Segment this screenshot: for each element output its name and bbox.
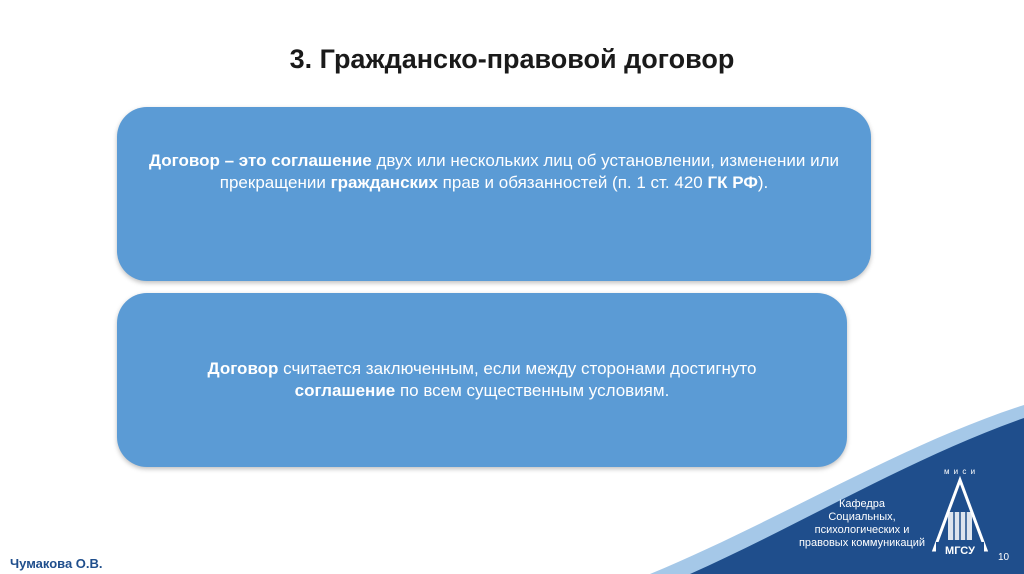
department-line-3: психологических и (814, 524, 910, 536)
logo-top-text: м и с и (943, 467, 977, 476)
mgsu-logo (930, 462, 990, 558)
department-line-4: правовых коммуникаций (798, 537, 926, 549)
page-number: 10 (998, 552, 1010, 563)
definition-bold-1: Договор – это соглашение (148, 151, 372, 170)
conclusion-text-1: считается заключенным, если между сторонами достигнуто (278, 359, 757, 378)
definition-text-1: двух или нескольких лиц об установлении, изменении или прекращении (219, 151, 840, 192)
conclusion-bold-2: соглашение (294, 381, 396, 400)
department-line-2: Социальных, (828, 511, 896, 523)
conclusion-text-2: по всем существенным условиям. (395, 381, 670, 400)
definition-bold-2: гражданских (330, 173, 438, 192)
department-text (770, 498, 954, 550)
definition-text-2: прав и обязанностей (п. 1 ст. 420 (437, 173, 708, 192)
conclusion-bold-1: Договор (207, 359, 279, 378)
department-line-1: Кафедра (838, 498, 886, 510)
slide-title: 3. Гражданско-правовой договор (289, 44, 735, 74)
logo-bottom-text: МГСУ (945, 545, 975, 557)
author-name: Чумакова О.В. (10, 556, 103, 571)
definition-bold-3: ГК РФ (707, 173, 758, 192)
definition-text-3: ). (757, 173, 769, 192)
